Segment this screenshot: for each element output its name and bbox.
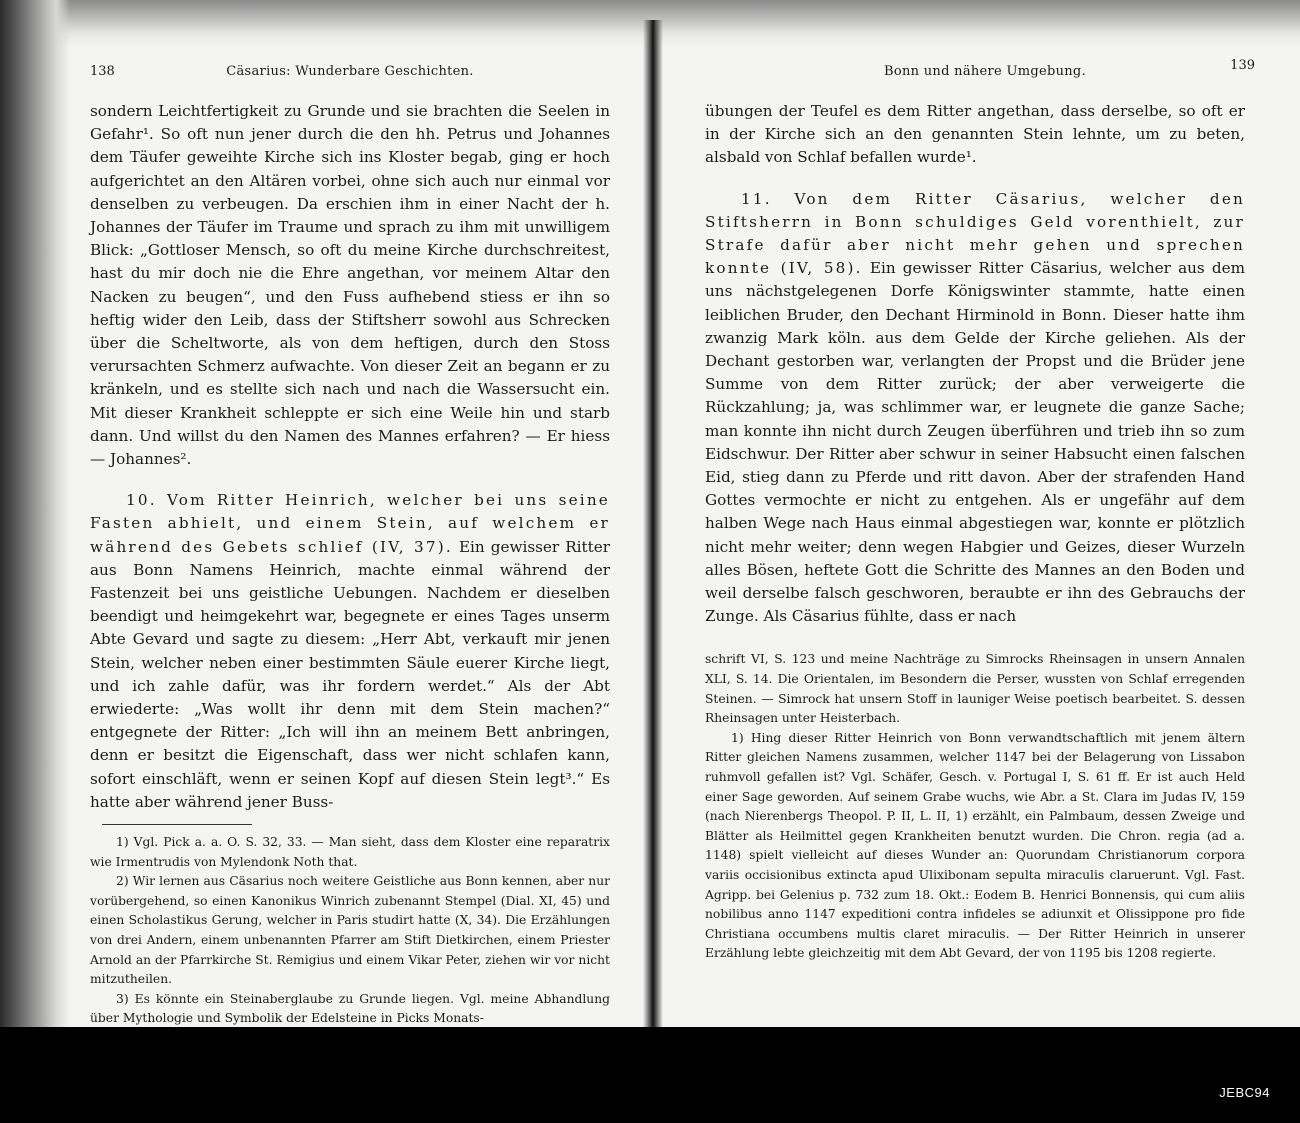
book-gutter [643, 20, 663, 1027]
footnote-rule [102, 824, 252, 825]
paragraph [705, 188, 1245, 629]
section-heading: 10. Vom Ritter Heinrich, welcher bei uns seine Fasten abhielt, und einem Stein, auf welchem er während des Gebets schlief (IV, 37). [90, 491, 610, 556]
left-page-header [90, 60, 610, 84]
right-page-body [705, 100, 1245, 628]
footnotes [705, 650, 1245, 964]
left-edge-shadow [0, 0, 70, 1027]
image-id-label: JEBC94 [1219, 1085, 1270, 1100]
left-page [90, 60, 610, 1026]
footnote: 3) Es könnte ein Steinaberglaube zu Grunde liegen. Vgl. meine Abhandlung über Mythologie und Symbolik der Edelsteine in Picks Monats- [90, 991, 610, 1026]
paragraph [90, 489, 610, 814]
footnote-continuation: schrift VI, S. 123 und meine Nachträge zu Simrocks Rheinsagen in unsern Annalen XLI, S. 14. Die Orientalen, im Besondern die Perser, wussten von Schlaf erregenden Steinen. — Simrock hat unsern Stoff in launiger Weise poetisch bearbeitet. S. dessen Rheinsagen unter Heisterbach. [705, 652, 1245, 726]
right-page [705, 58, 1255, 1020]
running-head: Bonn und nähere Umgebung. [883, 64, 1086, 79]
page-number: 139 [1230, 58, 1255, 73]
footnote: 1) Hing dieser Ritter Heinrich von Bonn verwandtschaftlich mit jenem ältern Ritter gleichen Namens zusammen, welcher 1147 bei der Belagerung von Lissabon ruhmvoll gefallen ist? Vgl. Schäfer, Gesch. v. Portugal I, S. 61 ff. Er ist auch Held einer Sage geworden. Auf seinem Grabe wuchs, wie Abr. a St. Clara im Judas IV, 159 (nach Nierenbergs Theopol. P. II, L. II, 1) erzählt, ein Palmbaum, dessen Zweige und Blätter als Heilmittel gegen Krankheiten benutzt wurden. Die Chron. regia (ad a. 1148) spielt vielleicht auf dieses Wunder an: Quorundam Christianorum corpora variis occisionibus extincta apud Ulixibonam sepulta miraculis claruerunt. Vgl. Fast. Agripp. bei Gelenius p. 732 zum 18. Okt.: Eodem B. Henrici Bonnensis, qui cum aliis nobilibus anno 1147 expeditioni contra infideles se adiunxit et Olissippone pro fide Christiana occumbens multis claret miraculis. — Der Ritter Heinrich in unserer Erzählung lebte gleichzeitig mit dem Abt Gevard, der von 1195 bis 1208 regierte. [705, 730, 1245, 961]
footnote: 2) Wir lernen aus Cäsarius noch weitere Geistliche aus Bonn kennen, aber nur vorübergehend, so einen Kanonikus Winrich zubenannt Stempel (Dial. XI, 45) und einen Scholastikus Gerung, welcher in Paris studirt hatte (X, 34). Die Erzählungen von drei Andern, einem unbenannten Pfarrer am Stift Dietkirchen, einem Priester Arnold an der Pfarrkirche St. Remigius und einem Vikar Peter, ziehen wir vor nicht mitzutheilen. [90, 874, 610, 987]
footnotes [90, 833, 610, 1029]
right-page-header [705, 58, 1255, 84]
section-body: Ein gewisser Ritter Cäsarius, welcher aus dem uns nächstgelegenen Dorfe Königswinter stammte, hatte einen leiblichen Bruder, den Dechant Hirminold in Bonn. Dieser hatte ihm zwanzig Mark köln. aus dem Gelde der Kirche geliehen. Als der Dechant gestorben war, verlangten der Propst und die Brüder jene Summe von dem Ritter zurück; der aber verweigerte die Rückzahlung; ja, was schlimmer war, er leugnete die ganze Sache; man konnte ihn nicht durch Zeugen überführen und trieb ihn so zum Eidschwur. Der Ritter aber schwur in seiner Habsucht einen falschen Eid, stieg dann zu Pferde und ritt davon. Aber der strafenden Hand Gottes vermochte er nicht zu entgehen. Als er ungefähr auf dem halben Wege nach Haus einmal abgestiegen war, konnte er plötzlich nicht mehr weiter; denn wegen Habgier und Geizes, dieser Wurzeln alles Bösen, heftete Gott die Schritte des Mannes an den Boden und weil derselbe falsch geschworen, beraubte er ihn des Gebrauchs der Zunge. Als Cäsarius fühlte, dass er nach [705, 259, 1245, 626]
page-number: 138 [90, 64, 115, 79]
running-head: Cäsarius: Wunderbare Geschichten. [226, 64, 474, 79]
left-page-body [90, 100, 610, 814]
paragraph: sondern Leichtfertigkeit zu Grunde und sie brachten die Seelen in Gefahr¹. So oft nun jener durch die den hh. Petrus und Johannes dem Täufer geweihte Kirche sich ins Kloster begab, ging er hoch aufgerichtet an den Altären vorbei, ohne sich auch nur einmal vor denselben zu verbeugen. Da erschien ihm in einer Nacht der h. Johannes der Täufer im Traume und sprach zu ihm mit unwilligem Blick: „Gottloser Mensch, so oft du meine Kirche durchschreitest, hast du mir doch nie die Ehre angethan, vor meinem Altar den Nacken zu beugen“, und den Fuss aufhebend stiess er ihn so heftig wider den Leib, dass der Stiftsherr sowohl aus Schrecken über die Scheltworte, als von dem heftigen, durch den Stoss verursachten Schmerz aufwachte. Von dieser Zeit an begann er zu kränkeln, und es stellte sich nach und nach die Wassersucht ein. Mit dieser Krankheit schleppte er sich eine Weile hin und starb dann. Und willst du den Namen des Mannes erfahren? — Er hiess — Johannes². [90, 102, 610, 469]
footnote: 1) Vgl. Pick a. a. O. S. 32, 33. — Man sieht, dass dem Kloster eine reparatrix wie Irmentrudis von Mylendonk Noth that. [90, 835, 610, 869]
section-heading: 11. Von dem Ritter Cäsarius, welcher den Stiftsherrn in Bonn schuldiges Geld vorenthielt, zur Strafe dafür aber nicht mehr gehen und sprechen konnte (IV, 58). [705, 189, 1245, 278]
paragraph: übungen der Teufel es dem Ritter angethan, dass derselbe, so oft er in der Kirche sich an den genannten Stein lehnte, um zu beten, alsbald von Schlaf befallen wurde¹. [705, 102, 1245, 167]
stock-watermark-band [0, 1027, 1300, 1123]
section-body: Ein gewisser Ritter aus Bonn Namens Heinrich, machte einmal während der Fastenzeit bei uns geistliche Uebungen. Nachdem er dieselben beendigt und heimgekehrt war, begegnete er eines Tages unserm Abte Gevard und sagte zu diesem: „Herr Abt, verkauft mir jenen Stein, welcher neben einer bestimmten Säule euerer Kirche liegt, und ich zahle dafür, was ihr fordern werdet.“ Als der Abt erwiederte: „Was wollt ihr denn mit dem Stein machen?“ entgegnete der Ritter: „Ich will ihn an meinem Bett anbringen, denn er besitzt die Eigenschaft, dass wer nicht schlafen kann, sofort einschläft, wenn er seinen Kopf auf diesen Stein legt³.“ Es hatte aber während jener Buss- [90, 537, 610, 811]
